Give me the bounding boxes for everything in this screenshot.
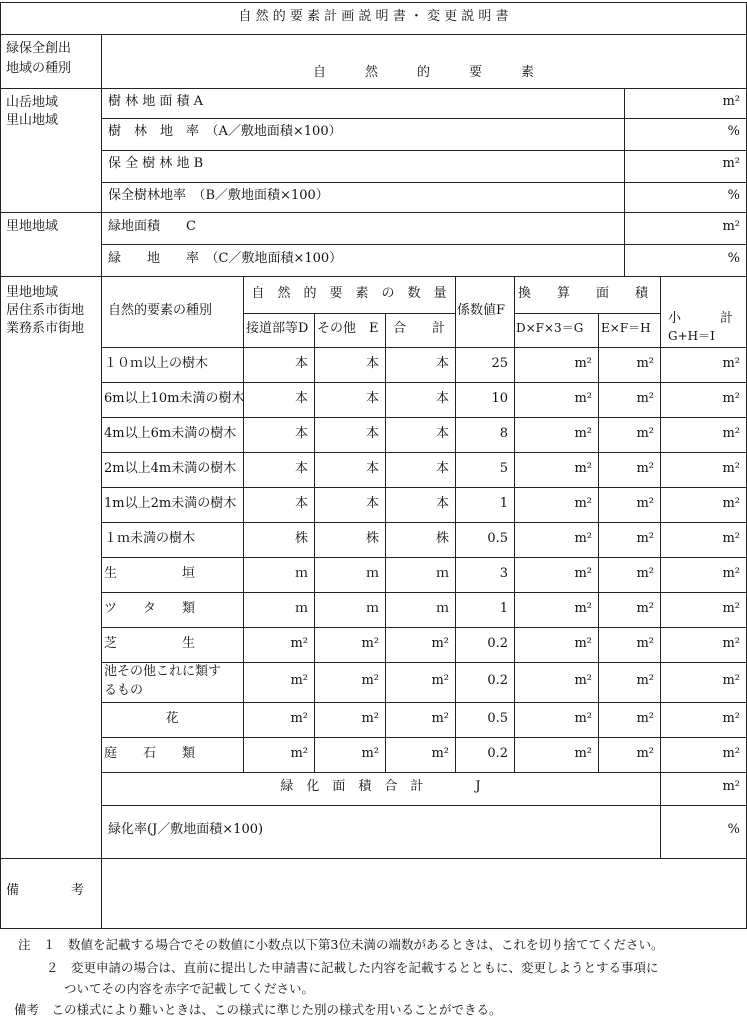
coefficient-value: 0.2 [487,635,508,651]
element-type: るもの [104,683,144,698]
unit-label: m² [636,425,654,441]
unit-label: m² [722,219,740,234]
element-type: １ｍ未満の樹木 [104,530,196,546]
header-total: 合 計 [393,321,446,336]
table-rule [101,487,747,488]
section-label: 業務系市街地 [6,321,85,336]
row-label: 保全樹林地率 （B／敷地面積×100） [108,188,329,203]
unit-label: m² [361,745,379,761]
table-rule [0,858,747,859]
coefficient-value: 0.2 [487,745,508,761]
unit-label: 本 [435,495,449,511]
unit-label: m² [722,745,740,761]
unit-label: m² [722,355,740,371]
coefficient-value: 5 [499,460,508,476]
table-rule [101,737,747,738]
unit-label: 本 [435,460,449,476]
row-label: 緑地面積 C [108,219,196,234]
coefficient-value: 25 [491,355,508,371]
header-h: E×F＝H [601,321,651,335]
table-rule [0,928,747,929]
element-type: 4m以上6m未満の樹木 [104,425,237,441]
row-label: 保 全 樹 林 地 B [108,156,204,171]
unit-label: m² [574,710,592,726]
table-rule [0,88,747,89]
header-other: その他 E [317,321,379,336]
unit-label: 本 [435,390,449,406]
unit-label: m² [574,635,592,651]
coefficient-value: 8 [499,425,508,441]
unit-label: m² [431,673,449,688]
header-type: 自然的要素の種別 [108,303,213,318]
header-road: 接道部等D [246,321,309,336]
unit-label: m² [722,600,740,616]
coefficient-value: 3 [499,565,508,581]
unit-label: % [727,124,740,139]
table-rule [101,417,747,418]
table-rule [624,88,625,213]
unit-label: m² [574,530,592,546]
unit-label: m² [431,710,449,726]
coefficient-value: 0.5 [487,530,508,546]
unit-label: 本 [294,425,308,441]
row-label: 樹 林 地 面 積 A [108,94,204,109]
unit-label: m² [431,635,449,651]
section-label: 里山地域 [6,113,59,128]
section-label: 里地地域 [6,285,59,300]
unit-label: 本 [294,460,308,476]
unit-label: 本 [365,390,379,406]
table-rule [0,212,747,213]
unit-label: ｍ [435,600,449,616]
element-type: １０ｍ以上の樹木 [104,355,209,371]
unit-label: m² [636,710,654,726]
section-label: 居住系市街地 [6,303,85,318]
area-type-label: 地域の種別 [6,61,72,76]
unit-label: m² [722,710,740,726]
unit-label: m² [361,635,379,651]
element-type: 芝 生 [104,635,196,651]
table-rule [101,382,747,383]
unit-label: m² [361,673,379,688]
unit-label: m² [636,673,654,688]
unit-label: m² [290,710,308,726]
unit-label: m² [636,530,654,546]
unit-label: ｍ [294,600,308,616]
unit-label: m² [574,460,592,476]
table-rule [101,772,747,773]
coefficient-value: 1 [499,495,508,511]
green-area-total-label: 緑 化 面 積 合 計 J [280,779,481,794]
unit-label: m² [722,635,740,651]
table-rule [0,34,747,35]
remarks-label: 備 考 [6,883,85,898]
section-label: 里地地域 [6,219,59,234]
table-rule [514,313,661,314]
unit-label: m² [722,495,740,511]
coefficient-value: 0.2 [487,673,508,688]
unit-label: m² [722,460,740,476]
unit-label: m² [361,710,379,726]
unit-label: 本 [365,495,379,511]
element-type: 2m以上4m未満の樹木 [104,460,237,476]
unit-label: m² [636,565,654,581]
unit-label: ｍ [365,565,379,581]
header-subtotal: 小 計 [668,311,734,326]
unit-label: ｍ [365,600,379,616]
unit-label: m² [636,460,654,476]
unit-label: % [727,822,740,837]
table-rule [624,212,625,277]
row-label: 樹 林 地 率 （A／敷地面積×100） [108,124,342,139]
table-rule [101,452,747,453]
unit-label: m² [636,600,654,616]
table-rule [0,276,747,277]
element-type: 庭 石 類 [104,745,196,761]
table-rule [101,150,747,151]
table-rule [514,276,515,773]
unit-label: ｍ [294,565,308,581]
unit-label: m² [722,565,740,581]
element-type: 1m以上2m未満の樹木 [104,495,237,511]
unit-label: m² [431,745,449,761]
remark-note: 備考 この様式により難いときは、この様式に準じた別の様式を用いることができる。 [14,1002,502,1017]
table-rule [101,244,747,245]
coefficient-value: 1 [499,600,508,616]
note-1: 注 １ 数値を記載する場合でその数値に小数点以下第3位未満の端数があるときは、これを切り捨ててください。 [18,937,664,952]
table-rule [101,662,747,663]
coefficient-value: 0.5 [487,710,508,726]
unit-label: m² [574,673,592,688]
unit-label: m² [722,156,740,171]
table-rule [101,702,747,703]
note-2-cont: ついてその内容を赤字で記載してください。 [64,981,315,996]
unit-label: m² [290,745,308,761]
element-type: 生 垣 [104,565,196,581]
unit-label: 本 [294,355,308,371]
unit-label: m² [574,390,592,406]
unit-label: m² [574,565,592,581]
column-title: 自 然 的 要 素 [312,65,534,80]
unit-label: 株 [435,530,449,546]
table-rule [0,2,747,3]
table-rule [101,557,747,558]
unit-label: m² [722,779,740,794]
element-type: 池その他これに類す [104,664,222,679]
unit-label: 本 [294,495,308,511]
section-label: 山岳地域 [6,95,59,110]
unit-label: m² [574,745,592,761]
table-rule [243,313,456,314]
unit-label: m² [636,355,654,371]
note-2: ２ 変更申請の場合は、直前に提出した申請書に記載した内容を記載するとともに、変更しようとする事項に [46,960,659,975]
element-type: 6m以上10m未満の樹木 [104,390,245,406]
unit-label: m² [574,600,592,616]
table-rule [101,522,747,523]
unit-label: 株 [365,530,379,546]
unit-label: 本 [365,355,379,371]
table-rule [101,592,747,593]
element-type: 花 [165,710,179,726]
header-coef: 係数値F [457,303,506,318]
table-rule [455,276,456,773]
header-quantity: 自 然 的 要 素 の 数 量 [251,286,447,301]
header-subtotal-formula: G+H＝I [668,329,715,343]
green-rate-label: 緑化率(J／敷地面積×100) [108,822,264,837]
unit-label: m² [290,673,308,688]
unit-label: m² [636,495,654,511]
table-rule [101,182,747,183]
unit-label: m² [636,635,654,651]
table-rule [101,347,747,348]
unit-label: 本 [365,460,379,476]
element-type: ツ タ 類 [104,600,196,616]
unit-label: m² [574,355,592,371]
unit-label: 株 [294,530,308,546]
unit-label: m² [636,390,654,406]
unit-label: 本 [435,355,449,371]
unit-label: m² [722,425,740,441]
unit-label: m² [574,495,592,511]
unit-label: m² [636,745,654,761]
unit-label: % [727,188,740,203]
unit-label: m² [722,390,740,406]
table-rule [101,627,747,628]
table-rule [243,276,244,773]
table-rule [101,805,747,806]
unit-label: m² [722,673,740,688]
area-type-label: 緑保全創出 [6,41,72,56]
table-rule [101,118,747,119]
table-rule [0,2,1,929]
unit-label: 本 [365,425,379,441]
unit-label: 本 [435,425,449,441]
unit-label: m² [722,94,740,109]
form-title: 自 然 的 要 素 計 画 説 明 書 ・ 変 更 説 明 書 [238,9,509,24]
unit-label: m² [574,425,592,441]
unit-label: m² [722,530,740,546]
header-conv: 換 算 面 積 [518,286,649,301]
unit-label: % [727,251,740,266]
coefficient-value: 10 [491,390,508,406]
row-label: 緑 地 率 （C／敷地面積×100） [108,251,343,266]
header-g: D×F×3＝G [516,321,584,335]
unit-label: 本 [294,390,308,406]
unit-label: ｍ [435,565,449,581]
unit-label: m² [290,635,308,651]
